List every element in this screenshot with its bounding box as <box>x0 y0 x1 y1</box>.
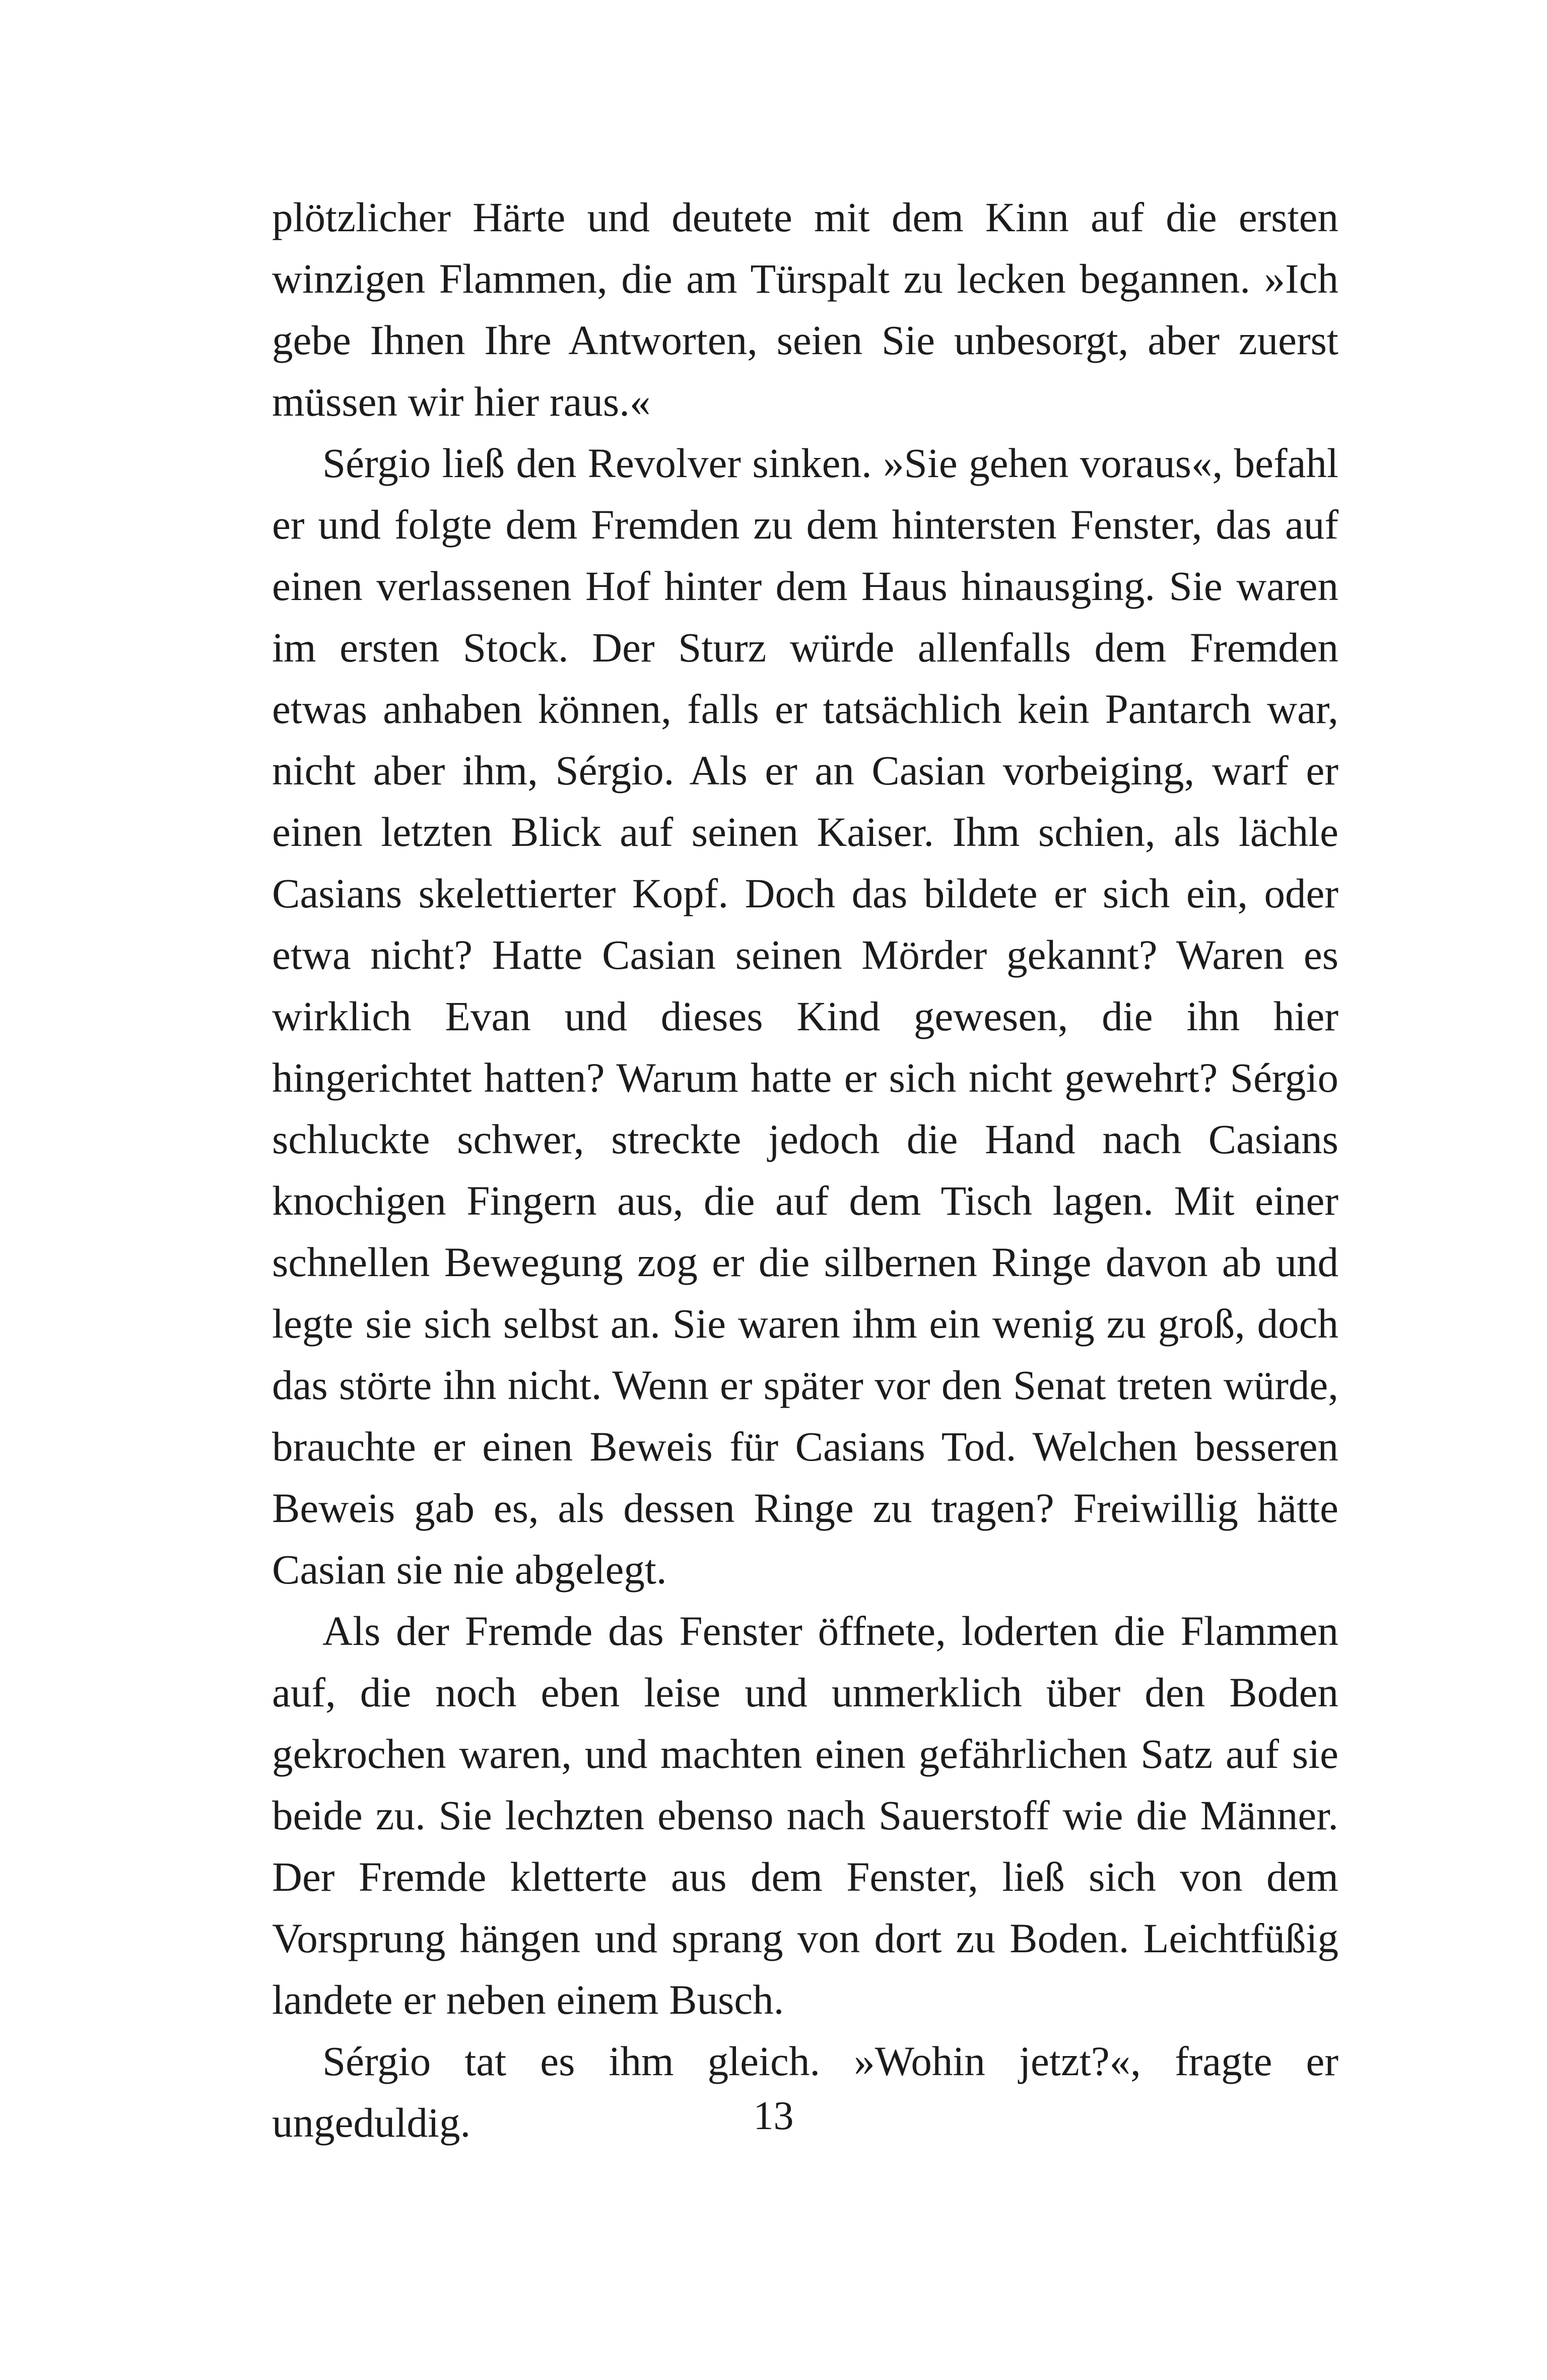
paragraph-3: Als der Fremde das Fenster öffnete, loderten die Flammen auf, die noch eben leise und unmerklich über den Boden gekrochen waren, und machten einen gefährlichen Satz auf sie beide zu. Sie lechzten ebenso nach Sauerstoff wie die Männer. Der Fremde kletterte aus dem Fenster, ließ sich von dem Vorsprung hängen und sprang von dort zu Boden. Leichtfüßig landete er neben einem Busch. <box>272 1608 1338 2023</box>
paragraph-1: plötzlicher Härte und deutete mit dem Kinn auf die ersten winzigen Flammen, die am Türspalt zu lecken begannen. »Ich gebe Ihnen Ihre Antworten, seien Sie unbesorgt, aber zuerst müssen wir hier raus.« <box>272 194 1338 425</box>
body-text <box>272 186 1338 2153</box>
paragraph-4: Sérgio tat es ihm gleich. »Wohin jetzt?«, fragte er ungeduldig. <box>272 2038 1338 2146</box>
page-number: 13 <box>753 2094 794 2138</box>
paragraph-2: Sérgio ließ den Revolver sinken. »Sie gehen voraus«, befahl er und folgte dem Fremden zu dem hintersten Fenster, das auf einen verlassenen Hof hinter dem Haus hinausging. Sie waren im ersten Stock. Der Sturz würde allenfalls dem Fremden etwas anhaben können, falls er tatsächlich kein Pantarch war, nicht aber ihm, Sérgio. Als er an Casian vorbeiging, warf er einen letzten Blick auf seinen Kaiser. Ihm schien, als lächle Casians skelettierter Kopf. Doch das bildete er sich ein, oder etwa nicht? Hatte Casian seinen Mörder gekannt? Waren es wirklich Evan und dieses Kind gewesen, die ihn hier hingerichtet hatten? Warum hatte er sich nicht gewehrt? Sérgio schluckte schwer, streckte jedoch die Hand nach Casians knochigen Fingern aus, die auf dem Tisch lagen. Mit einer schnellen Bewegung zog er die silbernen Ringe davon ab und legte sie sich selbst an. Sie waren ihm ein wenig zu groß, doch das störte ihn nicht. Wenn er später vor den Senat treten würde, brauchte er einen Beweis für Casians Tod. Welchen besseren Beweis gab es, als dessen Ringe zu tragen? Freiwillig hätte Casian sie nie abgelegt. <box>272 440 1338 1593</box>
